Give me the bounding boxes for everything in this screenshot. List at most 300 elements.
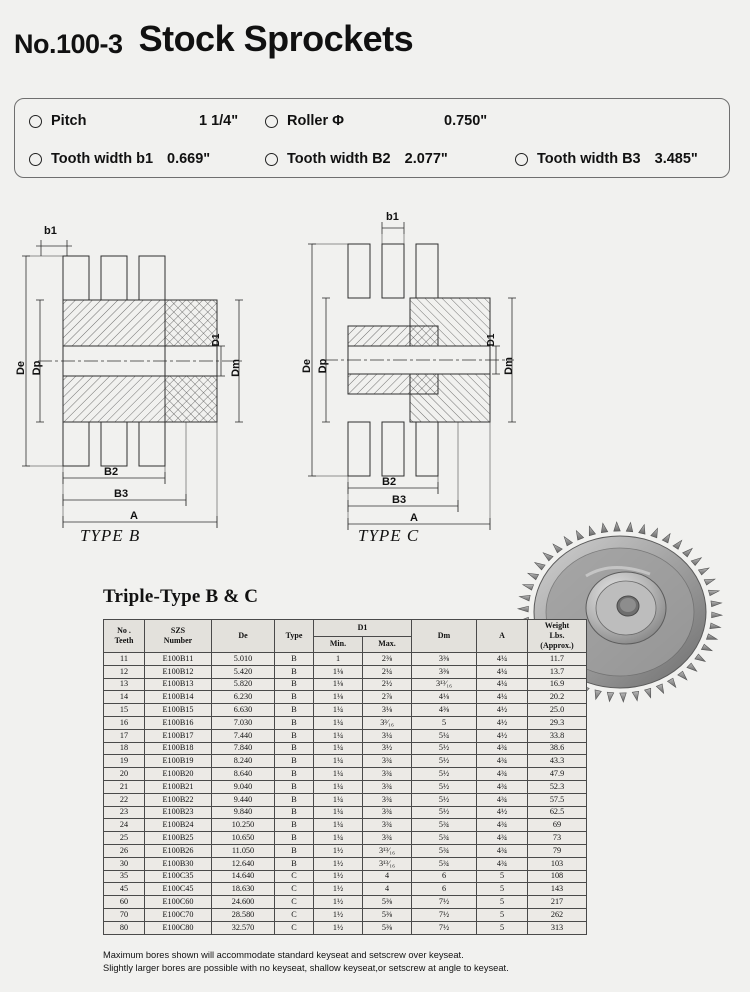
th-de: De bbox=[212, 620, 275, 653]
table-cell-de: 6.630 bbox=[212, 704, 275, 717]
table-cell-type: B bbox=[275, 665, 314, 678]
table-cell-teeth: 15 bbox=[104, 704, 145, 717]
table-cell-min: 1¼ bbox=[314, 793, 363, 806]
th-weight: Weight Lbs. (Approx.) bbox=[528, 620, 587, 653]
spec-value: 0.750" bbox=[444, 113, 488, 129]
dim-label-a: A bbox=[410, 512, 418, 524]
table-cell-wt: 108 bbox=[528, 870, 587, 883]
table-cell-dm: 5½ bbox=[412, 793, 477, 806]
sprocket-tooth bbox=[691, 558, 701, 566]
table-cell-de: 24.600 bbox=[212, 896, 275, 909]
table-title: Triple-Type B & C bbox=[103, 586, 259, 607]
table-cell-max: 3¼ bbox=[363, 729, 412, 742]
table-cell-max: 2⅜ bbox=[363, 653, 412, 666]
table-cell-szs: E100B30 bbox=[145, 857, 212, 870]
table-row bbox=[104, 883, 587, 896]
sprocket-tooth bbox=[553, 544, 562, 553]
dim-label-b1: b1 bbox=[44, 225, 57, 237]
table-cell-a: 4¼ bbox=[477, 678, 528, 691]
table-cell-de: 9.440 bbox=[212, 793, 275, 806]
dim-label-de: De bbox=[301, 358, 313, 374]
dim-label-b3: B3 bbox=[114, 488, 129, 500]
sprocket-tooth bbox=[687, 663, 697, 671]
table-cell-teeth: 25 bbox=[104, 832, 145, 845]
dim-label-dm: Dm bbox=[230, 359, 242, 377]
table-cell-wt: 11.7 bbox=[528, 653, 587, 666]
table-cell-max: 3¾ bbox=[363, 780, 412, 793]
spec-label: Pitch bbox=[51, 113, 87, 129]
table-cell-de: 5.820 bbox=[212, 678, 275, 691]
table-cell-min: 1½ bbox=[314, 896, 363, 909]
table-cell-teeth: 22 bbox=[104, 793, 145, 806]
table-row bbox=[104, 793, 587, 806]
table-row bbox=[104, 844, 587, 857]
sprocket-tooth bbox=[632, 691, 638, 700]
spec-label: Tooth width b1 bbox=[51, 151, 154, 167]
sprocket-tooth bbox=[528, 573, 539, 579]
spec-value-roller bbox=[430, 113, 487, 129]
table-cell-a: 5 bbox=[477, 921, 528, 934]
table-cell-szs: E100B14 bbox=[145, 691, 212, 704]
dim-label-b3: B3 bbox=[392, 494, 407, 506]
th-d1-max: Max. bbox=[363, 636, 412, 653]
dim-label-b2: B2 bbox=[104, 466, 119, 478]
product-code: No.100-3 bbox=[14, 29, 123, 59]
table-row bbox=[104, 806, 587, 819]
table-cell-dm: 5½ bbox=[412, 768, 477, 781]
dim-label-dp: Dp bbox=[317, 358, 329, 374]
table-cell-a: 4¾ bbox=[477, 755, 528, 768]
table-cell-teeth: 13 bbox=[104, 678, 145, 691]
table-row bbox=[104, 742, 587, 755]
table-cell-dm: 6 bbox=[412, 883, 477, 896]
table-row bbox=[104, 819, 587, 832]
table-cell-wt: 25.0 bbox=[528, 704, 587, 717]
radio-circle-icon bbox=[515, 153, 528, 166]
dim-label-de: De bbox=[15, 360, 27, 376]
th-dm: Dm bbox=[412, 620, 477, 653]
table-cell-szs: E100B22 bbox=[145, 793, 212, 806]
table-cell-wt: 29.3 bbox=[528, 716, 587, 729]
table-cell-min: 1¼ bbox=[314, 768, 363, 781]
table-cell-max: 3¾ bbox=[363, 819, 412, 832]
table-cell-type: B bbox=[275, 678, 314, 691]
table-cell-a: 4¾ bbox=[477, 742, 528, 755]
table-cell-a: 5 bbox=[477, 870, 528, 883]
table-cell-teeth: 45 bbox=[104, 883, 145, 896]
table-cell-type: C bbox=[275, 921, 314, 934]
sprocket-tooth bbox=[651, 528, 658, 537]
table-cell-dm: 3⅜ bbox=[412, 665, 477, 678]
sprocket-tooth bbox=[645, 688, 651, 697]
table-cell-de: 8.640 bbox=[212, 768, 275, 781]
table-cell-szs: E100C60 bbox=[145, 896, 212, 909]
table-cell-teeth: 11 bbox=[104, 653, 145, 666]
table-cell-szs: E100B17 bbox=[145, 729, 212, 742]
table-cell-de: 10.250 bbox=[212, 819, 275, 832]
table-cell-dm: 6 bbox=[412, 870, 477, 883]
table-cell-dm: 3⅜ bbox=[412, 653, 477, 666]
table-cell-szs: E100B19 bbox=[145, 755, 212, 768]
th-a: A bbox=[477, 620, 528, 653]
table-cell-a: 4¾ bbox=[477, 844, 528, 857]
table-row bbox=[104, 665, 587, 678]
sprocket-tooth bbox=[683, 548, 693, 556]
table-cell-max: 4 bbox=[363, 870, 412, 883]
table-cell-wt: 262 bbox=[528, 908, 587, 921]
th-d1-group: D1 bbox=[314, 620, 412, 637]
table-cell-teeth: 12 bbox=[104, 665, 145, 678]
table-cell-szs: E100C45 bbox=[145, 883, 212, 896]
sprocket-tooth bbox=[639, 525, 645, 534]
sprocket-tooth bbox=[706, 634, 717, 639]
table-cell-min: 1¼ bbox=[314, 704, 363, 717]
sprocket-tooth bbox=[704, 579, 715, 585]
dim-label-d1: D1 bbox=[486, 333, 497, 347]
table-cell-de: 10.650 bbox=[212, 832, 275, 845]
table-row bbox=[104, 832, 587, 845]
table-header-row-1 bbox=[104, 620, 587, 637]
table-cell-type: B bbox=[275, 832, 314, 845]
spec-box bbox=[14, 98, 730, 178]
table-cell-max: 5⅜ bbox=[363, 908, 412, 921]
table-cell-wt: 69 bbox=[528, 819, 587, 832]
table-cell-dm: 7½ bbox=[412, 908, 477, 921]
sprocket-tooth bbox=[667, 678, 675, 687]
table-cell-a: 4¾ bbox=[477, 819, 528, 832]
spec-item-pitch bbox=[29, 113, 86, 129]
table-cell-teeth: 20 bbox=[104, 768, 145, 781]
table-cell-a: 4½ bbox=[477, 704, 528, 717]
table-cell-min: 1½ bbox=[314, 857, 363, 870]
table-cell-max: 3³⁄₁₆ bbox=[363, 716, 412, 729]
table-cell-de: 7.840 bbox=[212, 742, 275, 755]
table-cell-a: 4¼ bbox=[477, 691, 528, 704]
table-cell-type: B bbox=[275, 768, 314, 781]
spec-value: 3.485" bbox=[654, 151, 698, 167]
table-cell-type: B bbox=[275, 653, 314, 666]
spec-label: Tooth width B3 bbox=[537, 151, 641, 167]
th-szs-number: SZS Number bbox=[145, 620, 212, 653]
type-b-drawing bbox=[8, 206, 298, 536]
table-cell-szs: E100C80 bbox=[145, 921, 212, 934]
spec-value: 2.077" bbox=[404, 151, 448, 167]
table-row bbox=[104, 908, 587, 921]
table-cell-szs: E100C35 bbox=[145, 870, 212, 883]
table-cell-a: 4¾ bbox=[477, 780, 528, 793]
table-cell-de: 14.640 bbox=[212, 870, 275, 883]
page-header bbox=[14, 18, 413, 60]
table-cell-teeth: 23 bbox=[104, 806, 145, 819]
table-cell-teeth: 16 bbox=[104, 716, 145, 729]
table-cell-min: 1⅛ bbox=[314, 678, 363, 691]
table-cell-a: 4¼ bbox=[477, 653, 528, 666]
sprocket-tooth bbox=[711, 601, 722, 607]
radio-circle-icon bbox=[29, 115, 42, 128]
spec-row-1 bbox=[15, 101, 729, 141]
table-cell-min: 1¼ bbox=[314, 755, 363, 768]
dim-label-a: A bbox=[130, 510, 138, 522]
table-cell-type: B bbox=[275, 857, 314, 870]
table-cell-szs: E100B26 bbox=[145, 844, 212, 857]
table-cell-type: B bbox=[275, 742, 314, 755]
spec-value: 1 1/4" bbox=[199, 113, 239, 129]
table-cell-de: 5.010 bbox=[212, 653, 275, 666]
table-cell-min: 1¼ bbox=[314, 742, 363, 755]
table-cell-max: 5⅜ bbox=[363, 896, 412, 909]
table-cell-szs: E100B18 bbox=[145, 742, 212, 755]
table-cell-de: 28.580 bbox=[212, 908, 275, 921]
table-cell-teeth: 26 bbox=[104, 844, 145, 857]
table-cell-de: 9.840 bbox=[212, 806, 275, 819]
table-cell-dm: 7½ bbox=[412, 921, 477, 934]
table-cell-dm: 4⅜ bbox=[412, 704, 477, 717]
table-cell-wt: 38.6 bbox=[528, 742, 587, 755]
sprocket-tooth bbox=[712, 612, 722, 618]
table-cell-min: 1¼ bbox=[314, 819, 363, 832]
table-cell-de: 12.640 bbox=[212, 857, 275, 870]
note-line-2: Slightly larger bores are possible with no keyseat, shallow keyseat,or setscrew at angle to keyseat. bbox=[103, 963, 509, 974]
table-cell-max: 2⅞ bbox=[363, 691, 412, 704]
table-cell-type: C bbox=[275, 883, 314, 896]
table-cell-wt: 103 bbox=[528, 857, 587, 870]
table-cell-wt: 79 bbox=[528, 844, 587, 857]
table-cell-teeth: 70 bbox=[104, 908, 145, 921]
table-cell-a: 4½ bbox=[477, 716, 528, 729]
table-cell-de: 11.050 bbox=[212, 844, 275, 857]
table-cell-de: 18.630 bbox=[212, 883, 275, 896]
table-cell-max: 3¾ bbox=[363, 768, 412, 781]
table-cell-min: 1½ bbox=[314, 908, 363, 921]
table-cell-teeth: 19 bbox=[104, 755, 145, 768]
table-notes bbox=[103, 949, 509, 976]
table-cell-a: 5 bbox=[477, 883, 528, 896]
table-cell-type: B bbox=[275, 780, 314, 793]
table-row bbox=[104, 870, 587, 883]
sprocket-tooth bbox=[595, 690, 601, 699]
sprocket-tooth bbox=[708, 590, 719, 596]
table-cell-type: B bbox=[275, 716, 314, 729]
sprocket-tooth bbox=[678, 671, 687, 680]
table-cell-de: 6.230 bbox=[212, 691, 275, 704]
table-cell-wt: 33.8 bbox=[528, 729, 587, 742]
sprocket-tooth bbox=[543, 553, 553, 561]
table-cell-type: C bbox=[275, 870, 314, 883]
table-cell-min: 1½ bbox=[314, 870, 363, 883]
spec-item-b3 bbox=[515, 151, 698, 167]
dim-label-d1: D1 bbox=[211, 333, 222, 347]
table-cell-a: 4¾ bbox=[477, 768, 528, 781]
table-cell-wt: 73 bbox=[528, 832, 587, 845]
radio-circle-icon bbox=[265, 115, 278, 128]
table-cell-szs: E100B24 bbox=[145, 819, 212, 832]
table-cell-max: 3½ bbox=[363, 742, 412, 755]
sprocket-tooth bbox=[564, 537, 572, 546]
table-cell-teeth: 17 bbox=[104, 729, 145, 742]
table-cell-teeth: 21 bbox=[104, 780, 145, 793]
th-d1-min: Min. bbox=[314, 636, 363, 653]
sprocket-tooth bbox=[662, 534, 670, 543]
spec-item-roller bbox=[265, 113, 344, 129]
table-cell-szs: E100B20 bbox=[145, 768, 212, 781]
sprocket-tooth bbox=[576, 531, 583, 540]
dim-label-dm: Dm bbox=[503, 357, 515, 375]
table-cell-a: 4¾ bbox=[477, 793, 528, 806]
table-cell-dm: 4⅛ bbox=[412, 691, 477, 704]
table-cell-type: B bbox=[275, 806, 314, 819]
table-cell-min: 1¼ bbox=[314, 806, 363, 819]
table-cell-teeth: 35 bbox=[104, 870, 145, 883]
table-cell-type: B bbox=[275, 819, 314, 832]
table-cell-type: C bbox=[275, 896, 314, 909]
dim-label-b1: b1 bbox=[386, 211, 399, 223]
table-cell-min: 1⅛ bbox=[314, 691, 363, 704]
th-type: Type bbox=[275, 620, 314, 653]
sprocket-tooth bbox=[710, 623, 721, 629]
table-cell-wt: 62.5 bbox=[528, 806, 587, 819]
table-cell-a: 4¾ bbox=[477, 832, 528, 845]
table-cell-teeth: 80 bbox=[104, 921, 145, 934]
table-cell-max: 3¾ bbox=[363, 806, 412, 819]
table-cell-szs: E100B15 bbox=[145, 704, 212, 717]
table-cell-type: B bbox=[275, 691, 314, 704]
table-cell-type: B bbox=[275, 844, 314, 857]
table-cell-max: 3¹³⁄₁₆ bbox=[363, 844, 412, 857]
sprocket-tooth bbox=[626, 522, 632, 531]
table-cell-dm: 5¾ bbox=[412, 844, 477, 857]
table-cell-wt: 217 bbox=[528, 896, 587, 909]
sprocket-tooth bbox=[701, 644, 712, 650]
table-cell-a: 5 bbox=[477, 896, 528, 909]
table-row bbox=[104, 691, 587, 704]
table-row bbox=[104, 755, 587, 768]
table-head bbox=[104, 620, 587, 653]
spec-label: Tooth width B2 bbox=[287, 151, 391, 167]
sprocket-tooth bbox=[520, 595, 531, 601]
sprocket-tooth bbox=[656, 684, 663, 693]
table-cell-dm: 5¾ bbox=[412, 832, 477, 845]
table-cell-min: 1 bbox=[314, 653, 363, 666]
table-cell-a: 4¾ bbox=[477, 857, 528, 870]
table-cell-a: 4½ bbox=[477, 806, 528, 819]
table-cell-teeth: 18 bbox=[104, 742, 145, 755]
table-cell-dm: 5½ bbox=[412, 742, 477, 755]
sprocket-tooth bbox=[535, 563, 545, 570]
table-cell-min: 1⅛ bbox=[314, 665, 363, 678]
table-cell-wt: 47.9 bbox=[528, 768, 587, 781]
table-cell-type: B bbox=[275, 755, 314, 768]
table-cell-max: 3¾ bbox=[363, 832, 412, 845]
sprocket-table bbox=[103, 619, 587, 935]
table-cell-min: 1¼ bbox=[314, 780, 363, 793]
radio-circle-icon bbox=[29, 153, 42, 166]
sprocket-tooth bbox=[601, 523, 607, 532]
table-cell-type: B bbox=[275, 729, 314, 742]
table-cell-wt: 13.7 bbox=[528, 665, 587, 678]
table-cell-max: 5⅜ bbox=[363, 921, 412, 934]
sprocket-tooth bbox=[620, 693, 627, 702]
table-cell-wt: 52.3 bbox=[528, 780, 587, 793]
table-cell-type: C bbox=[275, 908, 314, 921]
spec-value-pitch bbox=[185, 113, 238, 129]
table-cell-de: 32.570 bbox=[212, 921, 275, 934]
table-row bbox=[104, 896, 587, 909]
table-cell-a: 5 bbox=[477, 908, 528, 921]
table-cell-szs: E100B12 bbox=[145, 665, 212, 678]
table-cell-teeth: 30 bbox=[104, 857, 145, 870]
table-cell-min: 1¼ bbox=[314, 716, 363, 729]
table-cell-teeth: 24 bbox=[104, 819, 145, 832]
spec-row-2 bbox=[15, 139, 729, 179]
table-cell-max: 3¾ bbox=[363, 755, 412, 768]
table-cell-szs: E100B13 bbox=[145, 678, 212, 691]
table-row bbox=[104, 780, 587, 793]
table-cell-min: 1½ bbox=[314, 883, 363, 896]
table-row bbox=[104, 678, 587, 691]
table-cell-wt: 16.9 bbox=[528, 678, 587, 691]
table-cell-dm: 5 bbox=[412, 716, 477, 729]
table-cell-min: 1¼ bbox=[314, 832, 363, 845]
table-row bbox=[104, 857, 587, 870]
sprocket-tooth bbox=[695, 654, 705, 661]
table-cell-min: 1½ bbox=[314, 844, 363, 857]
table-cell-wt: 143 bbox=[528, 883, 587, 896]
table-cell-szs: E100B16 bbox=[145, 716, 212, 729]
table-cell-dm: 5½ bbox=[412, 755, 477, 768]
sprocket-tooth bbox=[614, 522, 621, 531]
table-cell-de: 9.040 bbox=[212, 780, 275, 793]
table-cell-dm: 5½ bbox=[412, 780, 477, 793]
table-cell-dm: 5½ bbox=[412, 806, 477, 819]
table-cell-type: B bbox=[275, 793, 314, 806]
table-cell-min: 1¼ bbox=[314, 729, 363, 742]
table-cell-max: 2½ bbox=[363, 678, 412, 691]
type-b-label: TYPE B bbox=[80, 526, 141, 545]
type-c-label: TYPE C bbox=[358, 526, 420, 545]
table-cell-szs: E100C70 bbox=[145, 908, 212, 921]
table-cell-wt: 43.3 bbox=[528, 755, 587, 768]
table-cell-a: 4¼ bbox=[477, 665, 528, 678]
table-cell-max: 3¹³⁄₁₆ bbox=[363, 857, 412, 870]
table-cell-dm: 5¾ bbox=[412, 857, 477, 870]
sprocket-tooth bbox=[673, 540, 682, 549]
table-cell-dm: 5¼ bbox=[412, 729, 477, 742]
radio-circle-icon bbox=[265, 153, 278, 166]
spec-label: Roller Φ bbox=[287, 113, 345, 129]
th-no-teeth: No . Teeth bbox=[104, 620, 145, 653]
table-cell-de: 5.420 bbox=[212, 665, 275, 678]
sprocket-tooth bbox=[523, 585, 534, 590]
table-cell-max: 2¼ bbox=[363, 665, 412, 678]
table-row bbox=[104, 921, 587, 934]
table-cell-teeth: 14 bbox=[104, 691, 145, 704]
spec-item-b1 bbox=[29, 151, 210, 167]
table-cell-szs: E100B23 bbox=[145, 806, 212, 819]
table-cell-type: B bbox=[275, 704, 314, 717]
spec-item-b2 bbox=[265, 151, 448, 167]
table-cell-wt: 313 bbox=[528, 921, 587, 934]
table-cell-teeth: 60 bbox=[104, 896, 145, 909]
table-cell-dm: 3¹³⁄₁₆ bbox=[412, 678, 477, 691]
table-cell-max: 3¾ bbox=[363, 793, 412, 806]
page-title: Stock Sprockets bbox=[138, 18, 414, 59]
sprocket-tooth bbox=[698, 568, 709, 575]
sprocket-tooth bbox=[607, 692, 613, 701]
spec-value: 0.669" bbox=[167, 151, 211, 167]
drawings-area bbox=[0, 196, 750, 566]
table-row bbox=[104, 653, 587, 666]
table-row bbox=[104, 704, 587, 717]
